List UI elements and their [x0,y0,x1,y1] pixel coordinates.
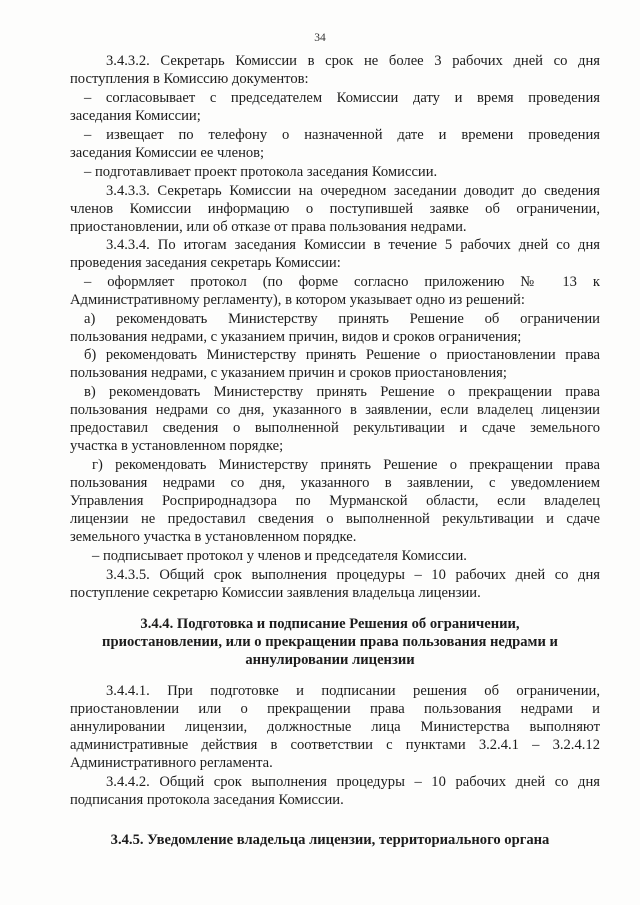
page-number: 34 [314,32,326,44]
paragraph-3-4-3-3-line: 3.4.3.3. Секретарь Комиссии на очередном заседании доводит до сведения [106,183,600,199]
paragraph-3-4-4-1-line: приостановлении или о прекращении права пользования недрами и [70,701,600,717]
bullet-item-line: заседания Комиссии; [70,108,201,124]
section-heading-3-4-4: аннулировании лицензии [245,652,415,668]
paragraph-3-4-4-1-line: аннулировании лицензии, должностные лица Министерства выполняют [70,719,600,735]
paragraph-3-4-3-2-line: 3.4.3.2. Секретарь Комиссии в срок не более 3 рабочих дней со дня [106,53,600,69]
paragraph-3-4-4-1-line: Административного регламента. [70,755,273,771]
option-g-line: пользования недрами со дня, указанного в заявлении, с уведомлением [70,475,600,491]
paragraph-3-4-3-2-line: поступления в Комиссию документов: [70,71,309,87]
option-b-line: пользования недрами, с указанием причин и сроков приостановления; [70,365,507,381]
bullet-item-line: – оформляет протокол (по форме согласно приложению № 13 к [84,274,600,290]
paragraph-3-4-3-4-line: 3.4.3.4. По итогам заседания Комиссии в течение 5 рабочих дней со дня [106,237,600,253]
paragraph-3-4-4-1-line: 3.4.4.1. При подготовке и подписании решения об ограничении, [106,683,600,699]
option-b-line: б) рекомендовать Министерству принять Решение о приостановлении права [84,347,600,363]
option-g-line: г) рекомендовать Министерству принять Решение о прекращении права [92,457,600,473]
paragraph-3-4-4-1-line: административные действия в соответствии с пунктами 3.2.4.1 – 3.2.4.12 [70,737,600,753]
paragraph-3-4-3-5-line: 3.4.3.5. Общий срок выполнения процедуры – 10 рабочих дней со дня [106,567,600,583]
bullet-item-line: заседания Комиссии ее членов; [70,145,265,161]
bullet-item-line: – согласовывает с председателем Комиссии дату и время проведения [84,90,600,106]
paragraph-3-4-3-5-line: поступление секретарю Комиссии заявления владельца лицензии. [70,585,481,601]
option-g-line: лицензии не предоставил сведения о выполненной рекультивации и сдаче [70,511,600,527]
option-a-line: а) рекомендовать Министерству принять Решение об ограничении [84,311,600,327]
paragraph-3-4-3-3-line: приостановлении, или об отказе от права пользования недрами. [70,219,467,235]
section-heading-3-4-4: 3.4.4. Подготовка и подписание Решения об ограничении, [140,616,520,632]
bullet-item-line: – подписывает протокол у членов и председателя Комиссии. [92,548,467,564]
paragraph-3-4-4-2-line: подписания протокола заседания Комиссии. [70,792,344,808]
section-heading-3-4-4: приостановлении, или о прекращении права пользования недрами и [102,634,558,650]
paragraph-3-4-3-3-line: членов Комиссии информацию о поступившей заявке об ограничении, [70,201,600,217]
option-v-line: участка в установленном порядке; [70,438,284,454]
option-g-line: Управления Росприроднадзора по Мурманской области, если владелец [70,493,600,509]
option-v-line: пользования недрами со дня, указанного в заявлении, если владелец лицензии [70,402,600,418]
paragraph-3-4-3-4-line: проведения заседания секретарь Комиссии: [70,255,341,271]
option-g-line: земельного участка в установленном порядке. [70,529,357,545]
option-v-line: в) рекомендовать Министерству принять Решение о прекращении права [84,384,600,400]
section-heading-3-4-5: 3.4.5. Уведомление владельца лицензии, территориального органа [110,832,550,848]
paragraph-3-4-4-2-line: 3.4.4.2. Общий срок выполнения процедуры – 10 рабочих дней со дня [106,774,600,790]
bullet-item-line: Административному регламенту), в котором указывает одно из решений: [70,292,525,308]
option-a-line: пользования недрами, с указанием причин, видов и сроков ограничения; [70,329,522,345]
bullet-item-line: – извещает по телефону о назначенной дате и времени проведения [84,127,600,143]
option-v-line: предоставил сведения о выполненной рекультивации и сдаче земельного [70,420,600,436]
bullet-item-line: – подготавливает проект протокола заседания Комиссии. [84,164,438,180]
